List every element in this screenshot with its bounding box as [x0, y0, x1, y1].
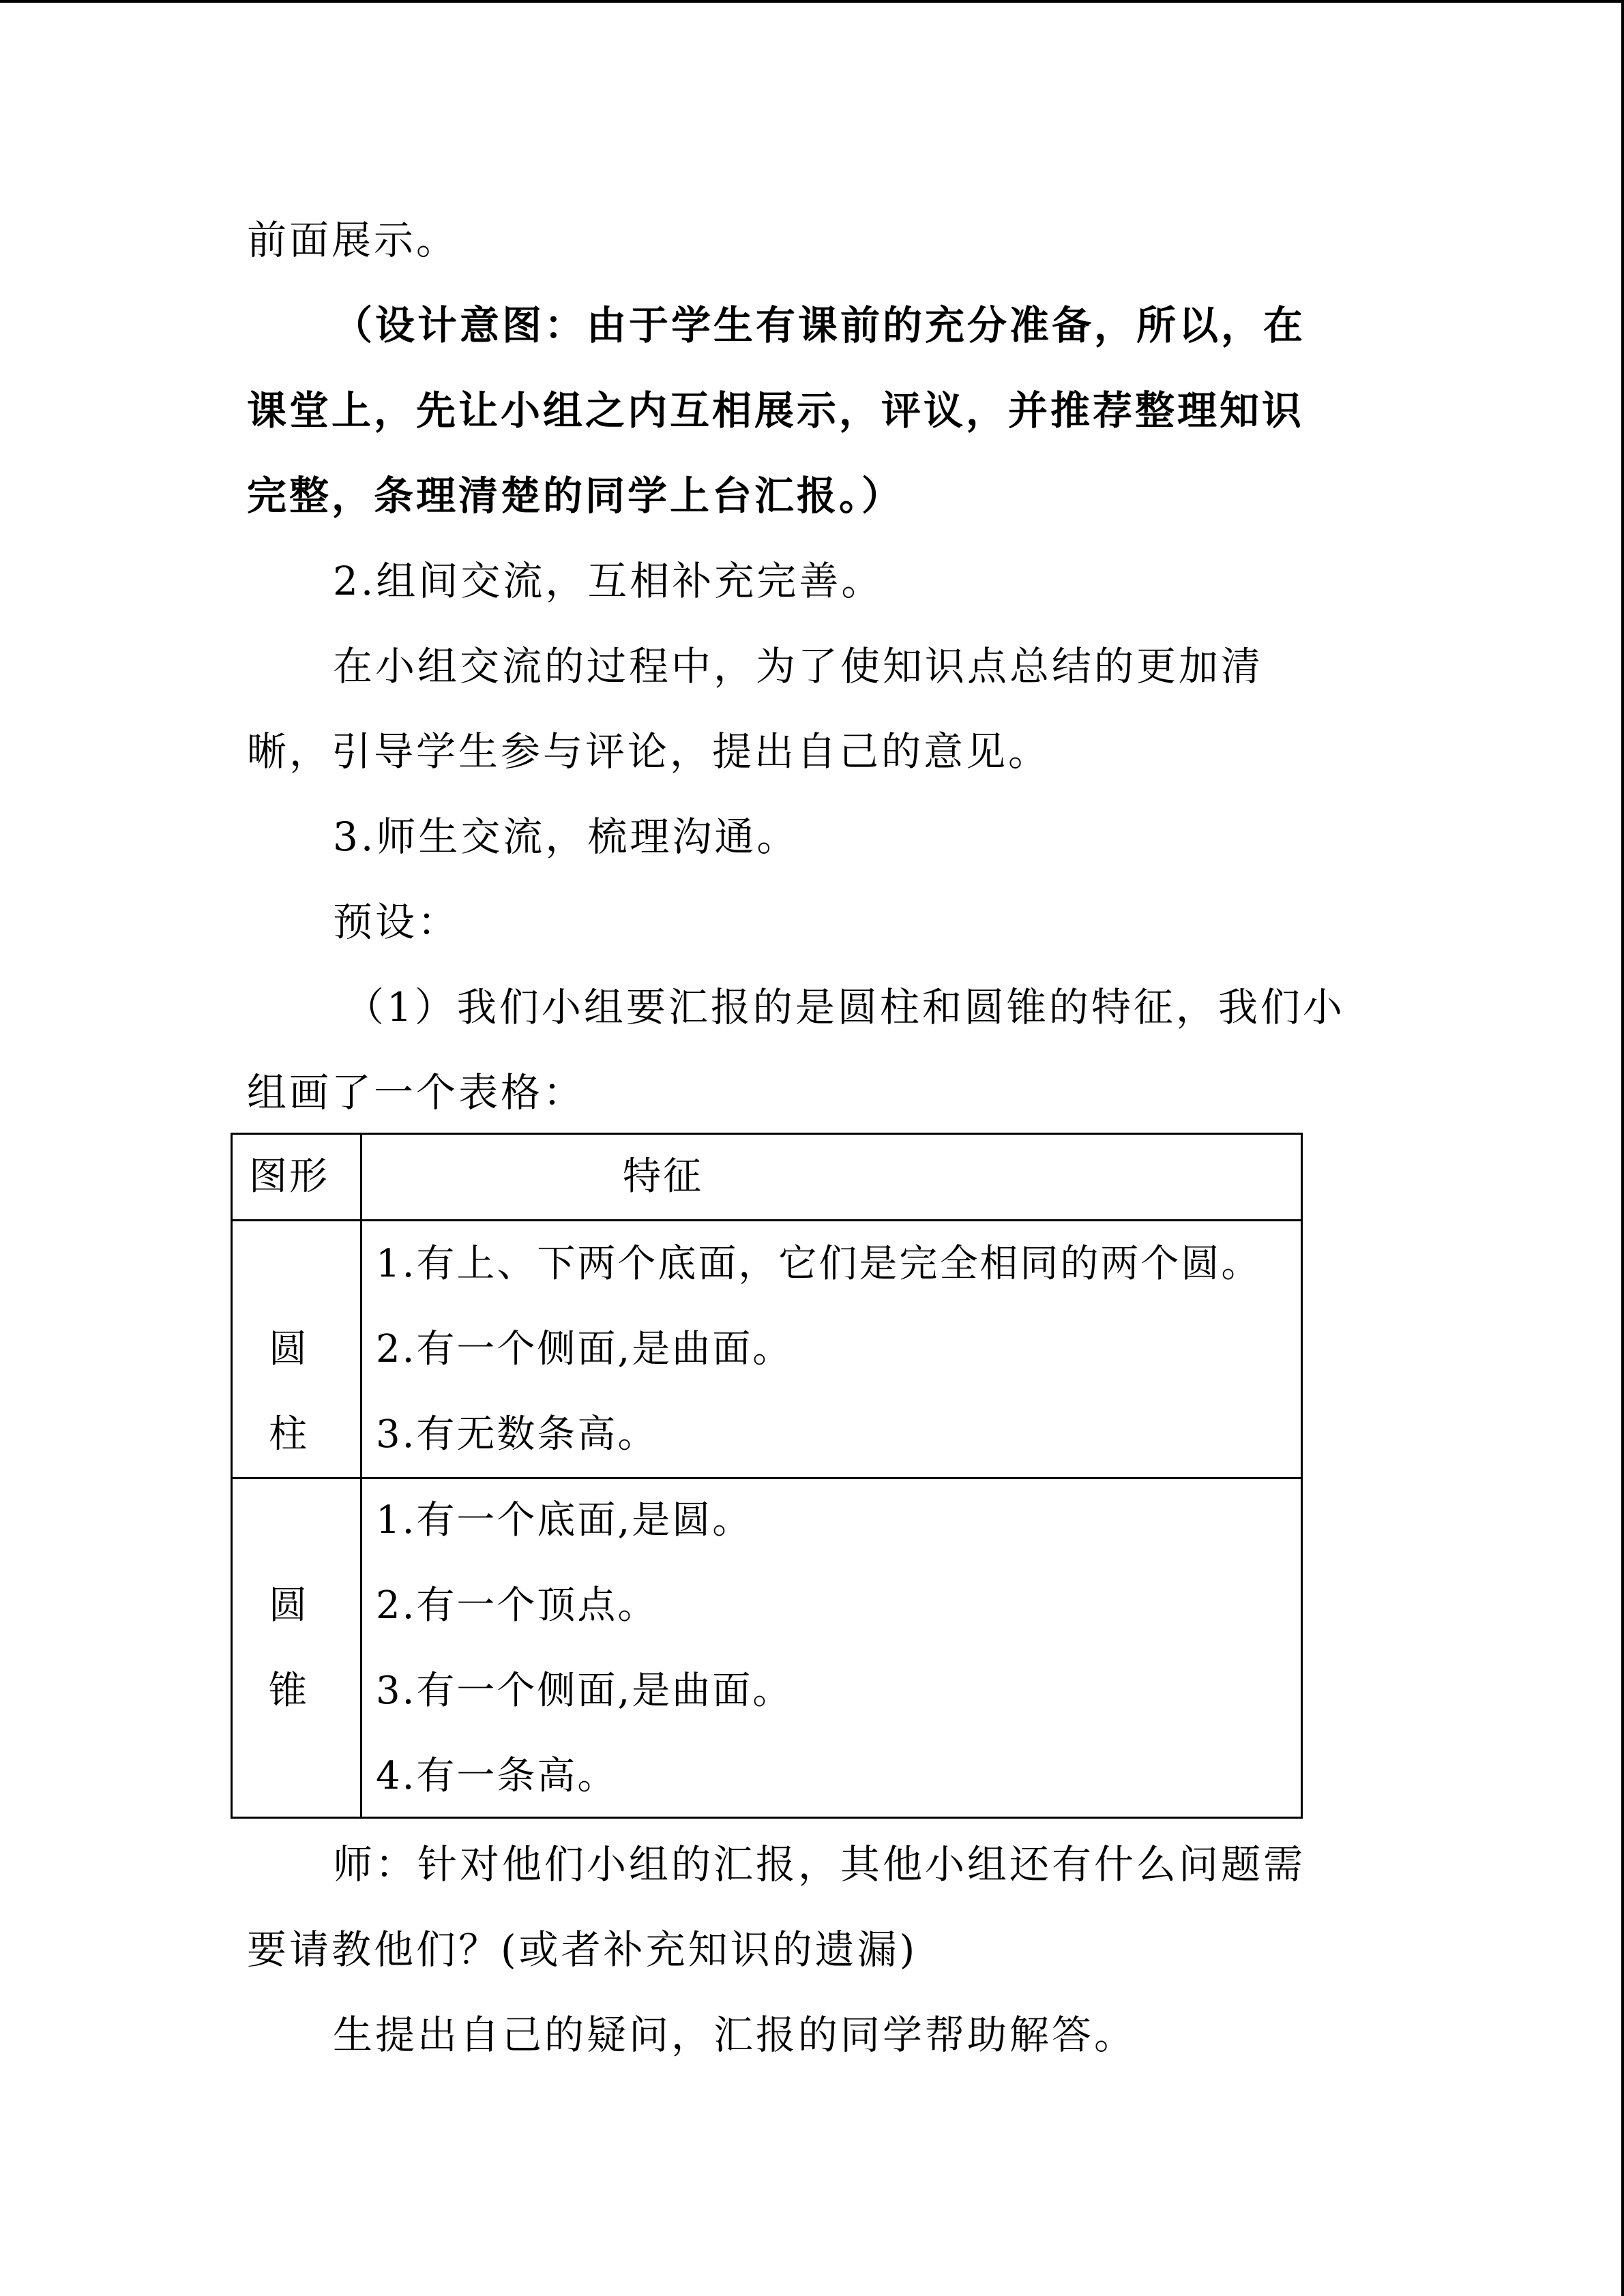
shape-name-char: 圆 — [269, 1327, 309, 1371]
paragraph-line: 生提出自己的疑问，汇报的同学帮助解答。 — [333, 2012, 1137, 2058]
paragraph-line: 在小组交流的过程中，为了使知识点总结的更加清 — [333, 643, 1264, 689]
shape-name-char: 锥 — [269, 1669, 309, 1713]
design-intent-line: 完整，条理清楚的同学上台汇报。） — [247, 473, 904, 519]
table-header-shape: 图形 — [249, 1154, 329, 1199]
preset-label: 预设： — [333, 899, 460, 945]
feature-item: 2.有一个侧面,是曲面。 — [376, 1327, 793, 1371]
design-intent-line: （设计意图：由于学生有课前的充分准备，所以，在 — [333, 302, 1306, 348]
feature-item: 2.有一个顶点。 — [376, 1583, 658, 1628]
feature-item: 1.有一个底面,是圆。 — [376, 1498, 753, 1542]
feature-item: 3.有一个侧面,是曲面。 — [376, 1669, 793, 1713]
page-border-right — [1621, 0, 1624, 2296]
paragraph-line: 组画了一个表格： — [247, 1069, 586, 1116]
step-heading: 2.组间交流，互相补充完善。 — [333, 558, 884, 604]
table-header-features: 特征 — [623, 1154, 703, 1199]
shape-name-char: 圆 — [269, 1583, 309, 1628]
shape-name-char: 柱 — [269, 1412, 309, 1457]
design-intent-line: 课堂上，先让小组之内互相展示，评议，并推荐整理知识 — [247, 387, 1305, 434]
features-table — [231, 1133, 1303, 1819]
page-border-top — [0, 0, 1624, 3]
paragraph-line: （1）我们小组要汇报的是圆柱和圆锥的特征，我们小 — [344, 984, 1345, 1030]
table-row-divider — [233, 1477, 1301, 1479]
feature-item: 4.有一条高。 — [376, 1754, 618, 1798]
paragraph-line: 要请教他们？(或者补充知识的遗漏) — [247, 1926, 918, 1973]
feature-item: 1.有上、下两个底面，它们是完全相同的两个圆。 — [376, 1242, 1262, 1286]
feature-item: 3.有无数条高。 — [376, 1412, 658, 1457]
table-row-divider — [233, 1219, 1301, 1221]
paragraph-line: 师：针对他们小组的汇报，其他小组还有什么问题需 — [333, 1841, 1306, 1888]
step-heading: 3.师生交流，梳理沟通。 — [333, 814, 799, 860]
paragraph-line: 前面展示。 — [247, 217, 459, 263]
paragraph-line: 晰，引导学生参与评论，提出自己的意见。 — [247, 728, 1051, 775]
table-column-divider — [360, 1135, 362, 1817]
